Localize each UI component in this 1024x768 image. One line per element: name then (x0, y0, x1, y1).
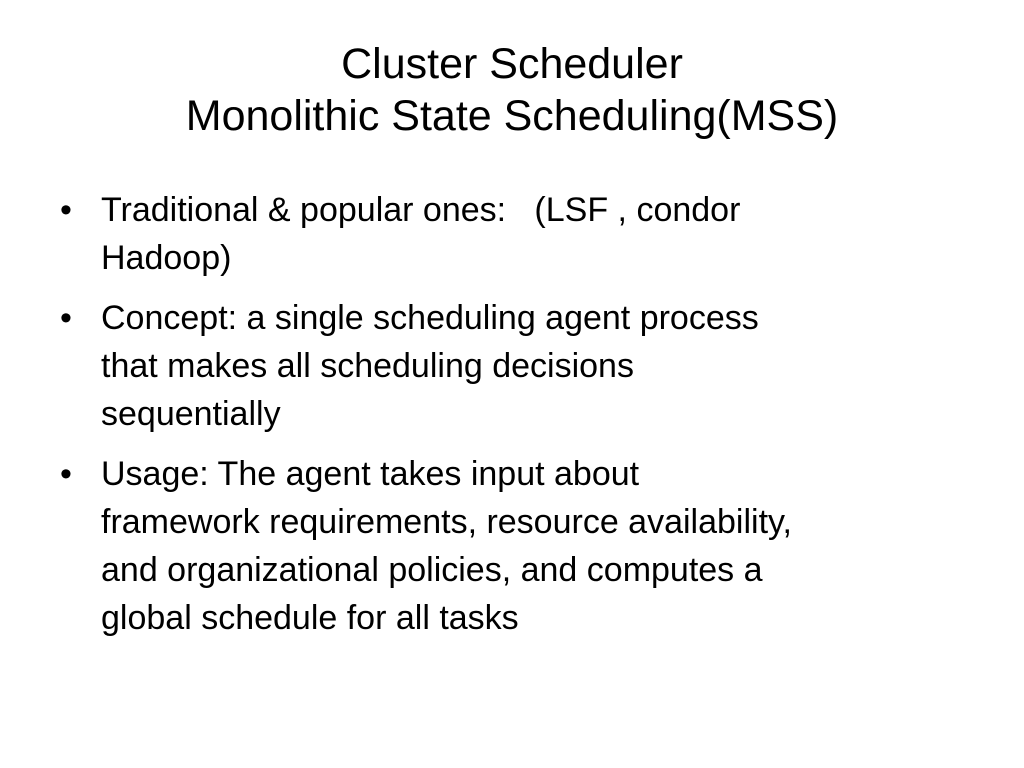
bullet-icon: • (60, 191, 72, 229)
bullet-list (60, 186, 970, 654)
bullet-line: global schedule for all tasks (101, 599, 519, 637)
title-line-2: Monolithic State Scheduling(MSS) (185, 92, 839, 140)
bullet-line: that makes all scheduling decisions (101, 347, 634, 385)
bullet-line: Traditional & popular ones: (LSF , condor (101, 191, 741, 229)
bullet-item-concept (60, 294, 970, 438)
bullet-line: Concept: a single scheduling agent process (101, 299, 759, 337)
bullet-icon: • (60, 299, 72, 337)
bullet-icon: • (60, 455, 72, 493)
bullet-line: sequentially (101, 395, 281, 433)
bullet-line: Hadoop) (101, 239, 232, 277)
slide-title (60, 38, 964, 142)
title-line-1: Cluster Scheduler (341, 40, 683, 88)
bullet-item-traditional (60, 186, 970, 282)
bullet-item-usage (60, 450, 970, 642)
bullet-line: framework requirements, resource availability, (101, 503, 792, 541)
bullet-line: Usage: The agent takes input about (101, 455, 640, 493)
bullet-line: and organizational policies, and computes a (101, 551, 763, 589)
